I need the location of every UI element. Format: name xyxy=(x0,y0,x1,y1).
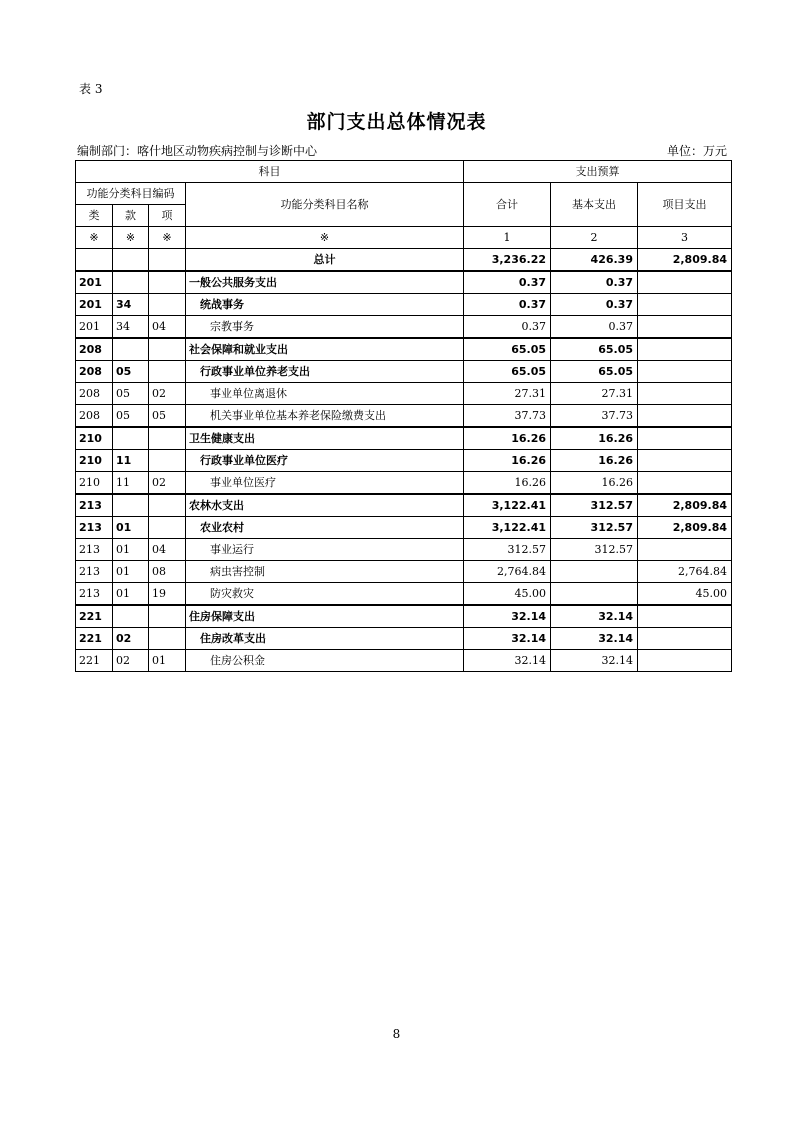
mark-name: ※ xyxy=(186,227,464,249)
row-project xyxy=(638,405,732,428)
row-basic: 0.37 xyxy=(551,316,638,339)
row-total: 16.26 xyxy=(464,427,551,450)
row-kuan: 11 xyxy=(113,450,149,472)
row-basic: 312.57 xyxy=(551,517,638,539)
mark-xiang: ※ xyxy=(149,227,186,249)
row-kuan xyxy=(113,427,149,450)
row-lei: 210 xyxy=(76,472,113,495)
header-project: 项目支出 xyxy=(638,183,732,227)
row-basic: 37.73 xyxy=(551,405,638,428)
table-number-label: 表 3 xyxy=(79,82,103,96)
row-name: 统战事务 xyxy=(186,294,464,316)
row-xiang: 05 xyxy=(149,405,186,428)
row-name: 住房保障支出 xyxy=(186,605,464,628)
row-total: 65.05 xyxy=(464,361,551,383)
table-row xyxy=(76,316,732,339)
row-kuan: 05 xyxy=(113,361,149,383)
row-total: 16.26 xyxy=(464,450,551,472)
row-name: 宗教事务 xyxy=(186,316,464,339)
col-number-1: 1 xyxy=(464,227,551,249)
row-xiang: 19 xyxy=(149,583,186,606)
row-basic: 312.57 xyxy=(551,494,638,517)
table-row xyxy=(76,472,732,495)
row-kuan: 02 xyxy=(113,628,149,650)
row-kuan: 11 xyxy=(113,472,149,495)
row-total: 27.31 xyxy=(464,383,551,405)
table-row xyxy=(76,450,732,472)
row-basic: 65.05 xyxy=(551,361,638,383)
row-lei: 208 xyxy=(76,361,113,383)
table-row xyxy=(76,338,732,361)
row-name: 卫生健康支出 xyxy=(186,427,464,450)
row-xiang xyxy=(149,294,186,316)
table-row xyxy=(76,628,732,650)
row-name: 农业农村 xyxy=(186,517,464,539)
row-name: 行政事业单位医疗 xyxy=(186,450,464,472)
row-project xyxy=(638,361,732,383)
row-lei: 210 xyxy=(76,450,113,472)
row-lei: 213 xyxy=(76,561,113,583)
row-lei: 213 xyxy=(76,583,113,606)
table-row xyxy=(76,271,732,294)
row-project xyxy=(638,605,732,628)
row-kuan: 01 xyxy=(113,561,149,583)
row-project: 45.00 xyxy=(638,583,732,606)
row-lei: 201 xyxy=(76,271,113,294)
row-basic: 65.05 xyxy=(551,338,638,361)
row-project: 2,764.84 xyxy=(638,561,732,583)
header-kuan: 款 xyxy=(113,205,149,227)
row-basic: 0.37 xyxy=(551,294,638,316)
table-row xyxy=(76,650,732,672)
row-total: 0.37 xyxy=(464,316,551,339)
row-project xyxy=(638,271,732,294)
row-basic: 32.14 xyxy=(551,650,638,672)
row-xiang xyxy=(149,271,186,294)
row-basic: 32.14 xyxy=(551,628,638,650)
row-total: 312.57 xyxy=(464,539,551,561)
row-lei: 213 xyxy=(76,517,113,539)
row-total: 3,122.41 xyxy=(464,517,551,539)
row-name: 机关事业单位基本养老保险缴费支出 xyxy=(186,405,464,428)
row-lei: 201 xyxy=(76,316,113,339)
row-name: 行政事业单位养老支出 xyxy=(186,361,464,383)
row-lei: 221 xyxy=(76,605,113,628)
row-total: 37.73 xyxy=(464,405,551,428)
row-xiang xyxy=(149,494,186,517)
row-kuan xyxy=(113,338,149,361)
header-xiang: 项 xyxy=(149,205,186,227)
expenditure-table xyxy=(75,160,732,672)
row-kuan: 34 xyxy=(113,316,149,339)
col-number-2: 2 xyxy=(551,227,638,249)
total-basic: 426.39 xyxy=(551,249,638,272)
col-number-3: 3 xyxy=(638,227,732,249)
mark-kuan: ※ xyxy=(113,227,149,249)
row-name: 病虫害控制 xyxy=(186,561,464,583)
row-total: 32.14 xyxy=(464,605,551,628)
row-xiang xyxy=(149,450,186,472)
row-xiang: 01 xyxy=(149,650,186,672)
table-row xyxy=(76,405,732,428)
table-row xyxy=(76,361,732,383)
row-basic: 32.14 xyxy=(551,605,638,628)
row-lei: 221 xyxy=(76,650,113,672)
row-lei: 208 xyxy=(76,383,113,405)
row-basic: 27.31 xyxy=(551,383,638,405)
row-name: 住房改革支出 xyxy=(186,628,464,650)
row-lei: 213 xyxy=(76,494,113,517)
row-xiang: 04 xyxy=(149,316,186,339)
row-name: 一般公共服务支出 xyxy=(186,271,464,294)
row-xiang xyxy=(149,427,186,450)
row-lei: 208 xyxy=(76,405,113,428)
row-total: 2,764.84 xyxy=(464,561,551,583)
page-title: 部门支出总体情况表 xyxy=(306,111,487,133)
row-kuan: 01 xyxy=(113,583,149,606)
row-project xyxy=(638,472,732,495)
table-row xyxy=(76,494,732,517)
table-row xyxy=(76,383,732,405)
row-basic: 16.26 xyxy=(551,450,638,472)
row-total: 0.37 xyxy=(464,271,551,294)
row-name: 事业单位医疗 xyxy=(186,472,464,495)
row-xiang: 08 xyxy=(149,561,186,583)
row-total: 3,122.41 xyxy=(464,494,551,517)
row-name: 住房公积金 xyxy=(186,650,464,672)
row-name: 事业运行 xyxy=(186,539,464,561)
row-project xyxy=(638,450,732,472)
table-row xyxy=(76,583,732,606)
row-kuan xyxy=(113,271,149,294)
row-name: 防灾救灾 xyxy=(186,583,464,606)
total-sum: 3,236.22 xyxy=(464,249,551,272)
row-project xyxy=(638,427,732,450)
row-total: 0.37 xyxy=(464,294,551,316)
row-xiang xyxy=(149,517,186,539)
row-kuan: 05 xyxy=(113,383,149,405)
row-name: 事业单位离退休 xyxy=(186,383,464,405)
total-row xyxy=(76,249,732,272)
table-row xyxy=(76,517,732,539)
row-lei: 201 xyxy=(76,294,113,316)
row-kuan: 34 xyxy=(113,294,149,316)
row-total: 32.14 xyxy=(464,628,551,650)
table-row xyxy=(76,605,732,628)
row-kuan: 01 xyxy=(113,539,149,561)
row-project xyxy=(638,338,732,361)
header-code-group: 功能分类科目编码 xyxy=(76,183,186,205)
table-row xyxy=(76,539,732,561)
table-row xyxy=(76,294,732,316)
table-row xyxy=(76,427,732,450)
row-xiang: 02 xyxy=(149,383,186,405)
row-basic: 16.26 xyxy=(551,472,638,495)
header-total: 合计 xyxy=(464,183,551,227)
row-xiang xyxy=(149,605,186,628)
row-project xyxy=(638,539,732,561)
row-basic: 312.57 xyxy=(551,539,638,561)
row-project: 2,809.84 xyxy=(638,517,732,539)
total-label: 总计 xyxy=(186,249,464,272)
row-xiang xyxy=(149,338,186,361)
row-xiang xyxy=(149,628,186,650)
row-basic: 0.37 xyxy=(551,271,638,294)
row-name: 社会保障和就业支出 xyxy=(186,338,464,361)
row-basic xyxy=(551,561,638,583)
table-row xyxy=(76,561,732,583)
row-project: 2,809.84 xyxy=(638,494,732,517)
total-project: 2,809.84 xyxy=(638,249,732,272)
row-kuan: 02 xyxy=(113,650,149,672)
row-kuan xyxy=(113,494,149,517)
row-total: 32.14 xyxy=(464,650,551,672)
header-basic: 基本支出 xyxy=(551,183,638,227)
row-basic xyxy=(551,583,638,606)
header-kemu: 科目 xyxy=(76,161,464,183)
header-lei: 类 xyxy=(76,205,113,227)
row-project xyxy=(638,650,732,672)
row-lei: 221 xyxy=(76,628,113,650)
row-project xyxy=(638,294,732,316)
row-total: 65.05 xyxy=(464,338,551,361)
row-total: 45.00 xyxy=(464,583,551,606)
header-budget: 支出预算 xyxy=(464,161,732,183)
row-lei: 213 xyxy=(76,539,113,561)
page-number: 8 xyxy=(392,1027,401,1041)
row-project xyxy=(638,316,732,339)
row-basic: 16.26 xyxy=(551,427,638,450)
unit-label: 单位：万元 xyxy=(666,144,727,158)
row-kuan: 01 xyxy=(113,517,149,539)
row-xiang: 02 xyxy=(149,472,186,495)
row-project xyxy=(638,628,732,650)
row-kuan xyxy=(113,605,149,628)
mark-lei: ※ xyxy=(76,227,113,249)
row-lei: 210 xyxy=(76,427,113,450)
row-lei: 208 xyxy=(76,338,113,361)
row-xiang xyxy=(149,361,186,383)
row-xiang: 04 xyxy=(149,539,186,561)
header-name: 功能分类科目名称 xyxy=(186,183,464,227)
department-label: 编制部门：喀什地区动物疾病控制与诊断中心 xyxy=(77,144,318,158)
row-kuan: 05 xyxy=(113,405,149,428)
row-project xyxy=(638,383,732,405)
row-name: 农林水支出 xyxy=(186,494,464,517)
row-total: 16.26 xyxy=(464,472,551,495)
